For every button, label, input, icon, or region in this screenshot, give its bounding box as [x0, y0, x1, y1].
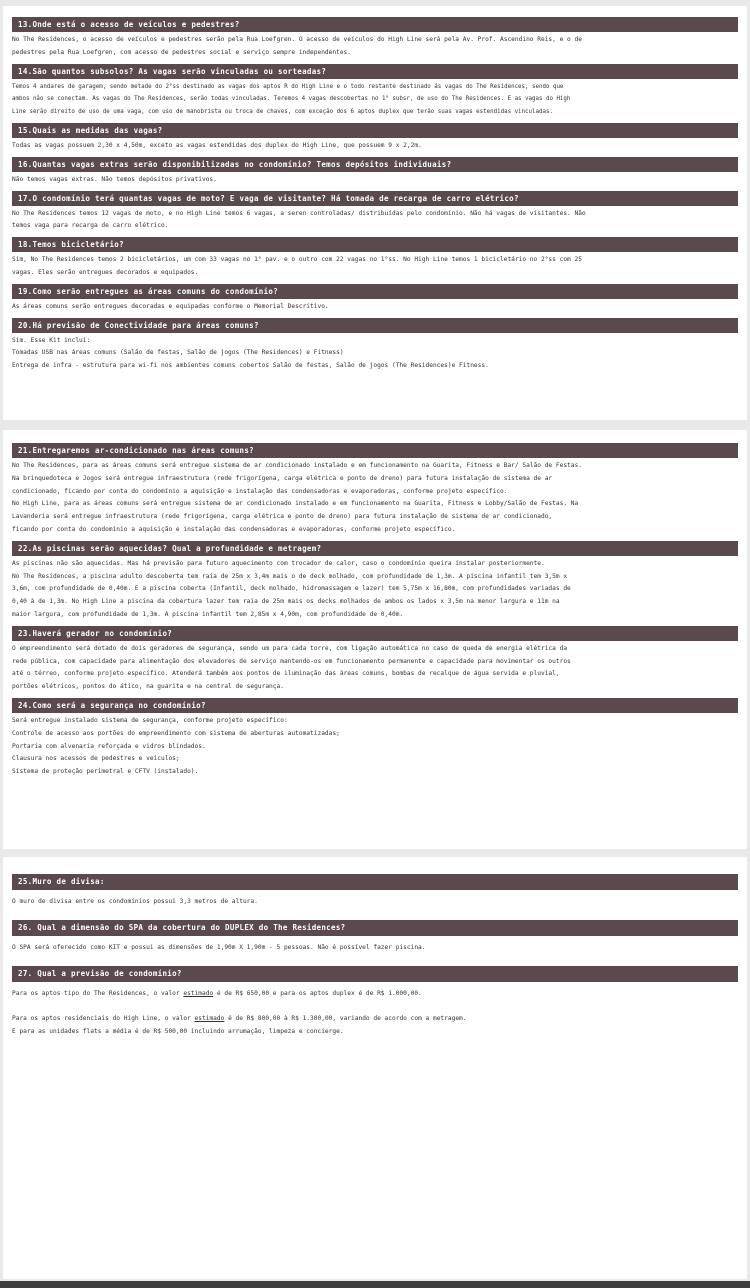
question-22-title: 22.As piscinas serão aquecidas? Qual a profundidade e metragem? [12, 541, 738, 556]
answer-line: No The Residences, o acesso de veículos e pedestres serão pela Rua Loefgren. O acesso de veículos do High Line será pela Av. Prof. Ascendino Reis, e o de [12, 36, 582, 43]
answer-line: Line serão direito de uso de uma vaga, com uso de manobrista ou troca de chaves, com exceção dos 6 aptos duplex que terão suas vagas estendidas vinculadas. [12, 109, 553, 116]
question-19-title: 19.Como serão entregues as áreas comuns do condomínio? [12, 284, 738, 299]
question-15-title: 15.Quais as medidas das vagas? [12, 123, 738, 138]
underlined-text: estimado [194, 1015, 225, 1023]
question-17-title: 17.O condomínio terá quantas vagas de moto? E vaga de visitante? Há tomada de recarga de carro elétrico? [12, 191, 738, 206]
blank-line [12, 1000, 738, 1013]
answer-line: As áreas comuns serão entregues decoradas e equipadas conforme o Memorial Descritivo. [12, 302, 329, 310]
answer-line: O muro de divisa entre os condomínios possui 3,3 metros de altura. [12, 898, 258, 905]
answer-line: portões elétricos, pontos do ático, na guarita e na central de segurança. [12, 683, 284, 691]
text: Para os aptos tipo do The Residences, o valor [12, 989, 184, 997]
answer-line: No The Residences temos 12 vagas de moto, e no High Line temos 6 vagas, a seren controladas/ distribuídas pelo condomínio. Não há vagas de visitantes. Não [12, 209, 586, 217]
answer-line: 0,40 à de 1,3m. No High Line a piscina da cobertura lazer tem raia de 25m mais os decks molhados de ambos os lados x 3,5m na menor largura e 11m na [12, 598, 560, 606]
answer-line: Lavanderia será entregue infraestrutura (rede frigorígena, carga elétrica e ponto de dreno) para futura instalação de sistema de ar condicionado, [12, 513, 553, 521]
answer-21 [12, 460, 738, 537]
text: Para os aptos residenciais do High Line, o valor [12, 1015, 195, 1023]
answer-line: Controle de acesso aos portões do empreendimento com sistema de aberturas automatizadas; [12, 729, 340, 737]
answer-line: rede pública, com capacidade para alimentação dos elevadores de serviço mantendo-os em funcionamento permanente e capacidade para movimentar os outros [12, 657, 571, 665]
question-18-title: 18.Temos bicicletário? [12, 237, 738, 252]
answer-18 [12, 254, 738, 280]
question-14-title: 14.São quantos subsolos? As vagas serão vinculadas ou sorteadas? [12, 64, 738, 79]
answer-26 [12, 942, 738, 955]
answer-line: ficando por conta do condomínio a aquisição e instalação das condensadoras e evaporadoras, conforme projeto específico. [12, 525, 456, 533]
answer-line: O empreendimento será dotado de dois geradores de segurança, sendo um para cada torre, com ligação automática no caso de queda de energia elétrica da [12, 644, 568, 652]
page-1 [3, 6, 747, 420]
answer-22 [12, 558, 738, 622]
answer-line: até o térreo, conforme projeto específico. Atenderá também aos pontos de iluminação das áreas comuns, bombas de recalque de água servida e pluvial, [12, 670, 560, 678]
answer-line: Portaria com alvenaria reforçada e vidros blindados. [12, 742, 206, 750]
question-26-title: 26. Qual a dimensão do SPA da cobertura do DUPLEX do The Residences? [12, 920, 738, 936]
bottom-edge-bar [0, 1281, 750, 1288]
page-2 [3, 430, 747, 849]
answer-line: Clausura nos acessos de pedestres e veículos; [12, 755, 180, 763]
answer-line: Sim, No The Residences temos 2 bicicletários, um com 33 vagas no 1° pav. e o outro com 22 vagas no 1°ss. No High Line temos 1 bicicletário no 2°ss com 25 [12, 256, 582, 264]
answer-line: vagas. Eles serão entregues decorados e equipados. [12, 268, 199, 276]
answer-line [12, 1013, 738, 1026]
question-23-title: 23.Haverá gerador no condomínio? [12, 626, 738, 641]
answer-24 [12, 715, 738, 779]
answer-line: 3,6m, com profundidade de 0,40m. E a piscina coberta (Infantil, deck molhado, hidromassagem e lazer) tem 5,75m x 16,80m, com profundidades variadas de [12, 585, 571, 593]
answer-line: maior largura, com profundidade de 1,3m. A piscina infantil tem 2,85m x 4,90m, com profundidade de 0,40m. [12, 610, 404, 618]
answer-line: As piscinas não são aquecidas. Mas há previsão para futuro aquecimento com trocador de calor, caso o condomínio queira instalar posteriormente. [12, 559, 545, 567]
answer-line: Não temos vagas extras. Não temos depósitos privativos. [12, 175, 217, 183]
question-16-title: 16.Quantas vagas extras serão disponibilizadas no condomínio? Temos depósitos individuais? [12, 157, 738, 172]
answer-line: Tomadas USB nas áreas comuns (Salão de festas, Salão de jogos (The Residences) e Fitness) [12, 349, 344, 357]
answer-17 [12, 208, 738, 234]
answer-15 [12, 140, 738, 153]
answer-line: Será entregue instalado sistema de segurança, conforme projeto específico: [12, 716, 288, 724]
answer-line: Temos 4 andares de garagem, sendo metade do 2°ss destinado as vagas dos aptos R do High Line e o todo restante destinado ás vagas do The Residences, sendo que [12, 83, 564, 90]
question-24-title: 24.Como será a segurança no condomínio? [12, 698, 738, 713]
answer-25 [12, 896, 738, 909]
answer-line: temos vaga para recarga de carro elétrico. [12, 222, 169, 230]
answer-line: E para as unidades flats a média é de R$ 500,00 incluindo arrumação, limpeza e concierge. [12, 1027, 344, 1035]
answer-23 [12, 643, 738, 694]
answer-line: Entrega de infra - estrutura para wi-fi nos ambientes comuns cobertos Salão de festas, Salão de jogos (The Residences)e Fitness. [12, 362, 489, 370]
text: é de R$ 650,00 e para os aptos duplex é de R$ 1.000,00. [213, 989, 422, 997]
question-13-title: 13.Onde está o acesso de veículos e pedestres? [12, 17, 738, 32]
text: é de R$ 800,00 à R$ 1.300,00, variando de acordo com a metragem. [224, 1015, 467, 1023]
page-3 [3, 857, 747, 1279]
answer-line [12, 988, 738, 1001]
answer-line: O SPA será oferecido como KIT e possui as dimensões de 1,90m X 1,90m - 5 pessoas. Não é possível fazer piscina. [12, 943, 426, 951]
answer-13 [12, 34, 738, 60]
answer-line: No The Residences, para as áreas comuns será entregue sistema de ar condicionado instalado e em funcionamento na Guarita, Fitness e Bar/ Salão de Festas. [12, 462, 582, 469]
question-27-title: 27. Qual a previsão de condomínio? [12, 966, 738, 982]
answer-14 [12, 81, 738, 119]
answer-line: condicionado, ficando por conta do condomínio a aquisição e instalação das condensadoras e evaporadoras, conforme projeto específico. [12, 487, 508, 495]
answer-line: ambos não se conectam. As vagas do The Residences, serão todas vinculadas. Teremos 4 vagas descobertas no 1° subsr, de uso do The Residences. E as vagas do High [12, 96, 571, 103]
answer-27 [12, 988, 738, 1039]
answer-line: Sistema de proteção perimetral e CFTV (instalado). [12, 768, 199, 776]
answer-20 [12, 335, 738, 373]
answer-19 [12, 301, 738, 314]
underlined-text: estimado [183, 989, 214, 997]
answer-line: pedestres pela Rua Loefgren, com acesso de pedestres social e serviço sempre independentes. [12, 48, 351, 56]
answer-line: No High Line, para as áreas comuns será entregue sistema de ar condicionado instalado e em funcionamento na Guarita, Fitness e Lobby/Salão de Festas. Na [12, 500, 579, 508]
answer-16 [12, 174, 738, 187]
answer-line: Todas as vagas possuem 2,30 x 4,50m, exceto as vagas estendidas dos duplex do High Line, que possuem 9 x 2,2m. [12, 141, 422, 149]
answer-line: Na brinquedoteca e Jogos será entregue infraestrutura (rede frigorígena, carga elétrica e ponto de dreno) para futura instalação de sistema de ar [12, 474, 553, 482]
answer-line: Sim. Esse Kit inclui: [12, 336, 91, 344]
question-20-title: 20.Há previsão de Conectividade para áreas comuns? [12, 318, 738, 333]
question-25-title: 25.Muro de divisa: [12, 874, 738, 890]
question-21-title: 21.Entregaremos ar-condicionado nas áreas comuns? [12, 443, 738, 458]
answer-line: No The Residences, a piscina adulto descoberta tem raia de 25m x 3,4m mais o de deck molhado, com profundidade de 1,3m. A piscina infantil tem 3,5m x [12, 572, 568, 580]
